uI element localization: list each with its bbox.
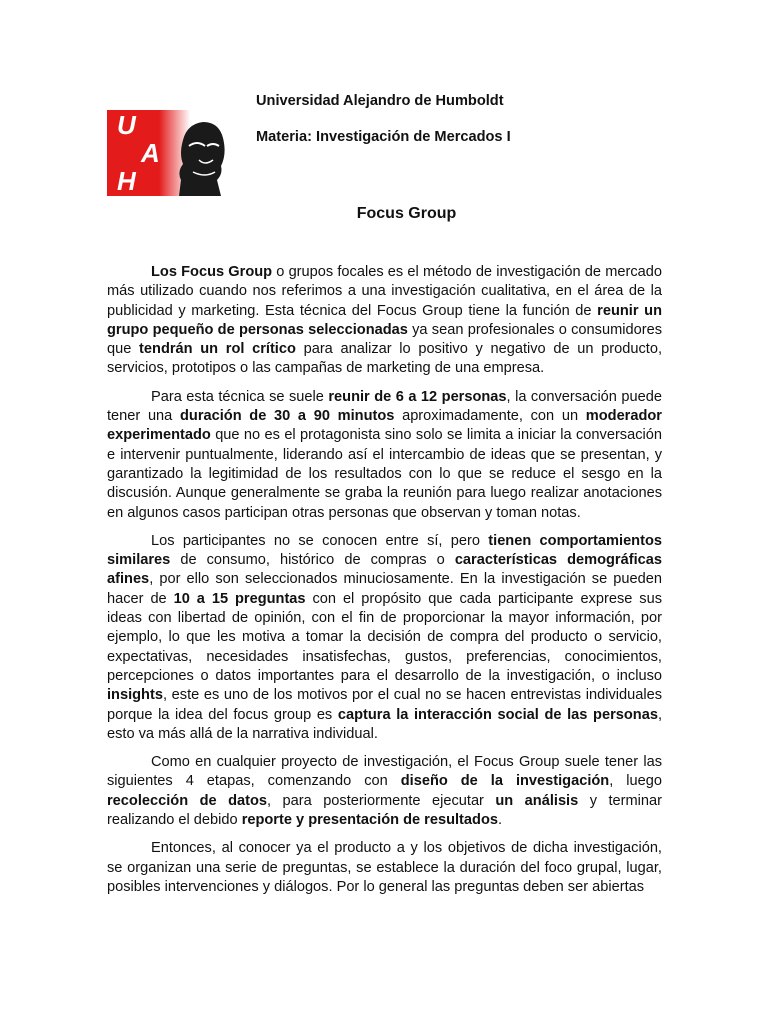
text-run: , esto va más allá de la narrativa individual. xyxy=(107,706,662,742)
text-run: ya sean profesionales o consumidores que xyxy=(107,321,662,358)
bold-text: duración de 30 a 90 minutos xyxy=(179,408,395,425)
bold-text: características demográficas afines xyxy=(107,552,662,588)
text-run: Para esta técnica se suele xyxy=(151,388,329,405)
text-run: y terminar realizando el debido xyxy=(107,792,662,829)
subject-name: Materia: Investigación de Mercados I xyxy=(256,129,511,145)
bold-text: captura la interacción social de las personas xyxy=(337,706,658,723)
text-run: , este es uno de los motivos por el cual no se hacen entrevistas individuales porque la idea del focus group es xyxy=(107,687,662,723)
bold-text: Los Focus Group xyxy=(151,264,273,280)
bold-text: moderador experimentado xyxy=(107,408,662,444)
text-run: Entonces, al conocer ya el producto a y los objetivos de dicha investigación, se organizan una serie de preguntas, se establece la duración del foco grupal, lugar, posibles intervenciones y diálogos. Por lo general las preguntas deben ser abiertas xyxy=(107,840,662,895)
text-run: , luego xyxy=(609,773,662,790)
university-logo xyxy=(107,110,229,196)
bold-text: 10 a 15 preguntas xyxy=(173,590,306,607)
text-run: para analizar lo positivo y negativo de un producto, servicios, prototipos o las campañas de marketing de una empresa. xyxy=(107,341,663,377)
text-run: que no es el protagonista sino solo se limita a iniciar la conversación e intervenir puntualmente, liderando así el intercambio de ideas que se presentan, y garantizado la legitimidad de los resultados con lo que se reduce el sesgo en la discusión. Aunque generalmente se graba la reunión para luego realizar anotaciones en algunos casos participan otras personas que observan y toman notas. xyxy=(107,427,662,521)
paragraph xyxy=(107,839,662,897)
bold-text: reunir un grupo pequeño de personas seleccionadas xyxy=(107,302,662,338)
text-run: de consumo, histórico de compras o xyxy=(170,552,455,569)
logo-letter-u: U xyxy=(117,110,136,140)
text-run: , la conversación puede tener una xyxy=(107,388,662,425)
portrait-icon xyxy=(159,110,229,196)
text-run: , para posteriormente ejecutar xyxy=(267,792,496,809)
paragraph xyxy=(107,753,662,830)
document-title: Focus Group xyxy=(356,205,457,222)
text-run: aproximadamente, con un xyxy=(394,408,586,425)
bold-text: insights xyxy=(107,687,163,704)
paragraph xyxy=(107,388,662,523)
bold-text: reunir de 6 a 12 personas xyxy=(328,388,507,405)
bold-text: tendrán un rol crítico xyxy=(139,341,296,358)
text-run: , por ello son seleccionados minuciosamente. En la investigación se pueden hacer de xyxy=(107,571,662,607)
document-body xyxy=(107,263,662,906)
logo-letter-h: H xyxy=(117,166,136,196)
university-name: Universidad Alejandro de Humboldt xyxy=(256,93,504,109)
logo-letter-a: A xyxy=(141,138,160,168)
bold-text: reporte y presentación de resultados xyxy=(241,812,498,829)
paragraph xyxy=(107,532,662,744)
paragraph xyxy=(107,263,662,379)
text-run: Los participantes no se conocen entre sí, pero xyxy=(151,532,489,549)
bold-text: diseño de la investigación xyxy=(400,773,610,790)
text-run: Como en cualquier proyecto de investigación, el Focus Group suele tener las siguientes 4 etapas, comenzando con xyxy=(107,754,662,790)
text-run: o grupos focales es el método de investigación de mercado más utilizado cuando nos referimos a una investigación cualitativa, en el área de la publicidad y marketing. Esta técnica del Focus Group tiene la función de xyxy=(107,264,662,319)
text-run: con el propósito que cada participante exprese sus ideas con libertad de opinión, con el fin de proporcionar la mayor información, por ejemplo, lo que les motiva a tomar la decisión de compra del producto o servicio, expectativas, necesidades insatisfechas, gustos, preferencias, conocimientos, percepciones o datos importantes para el desarrollo de la investigación, o incluso xyxy=(107,590,662,684)
bold-text: recolección de datos xyxy=(107,792,267,809)
text-run: . xyxy=(497,812,503,829)
bold-text: tienen comportamientos similares xyxy=(107,532,662,569)
bold-text: un análisis xyxy=(495,792,579,809)
